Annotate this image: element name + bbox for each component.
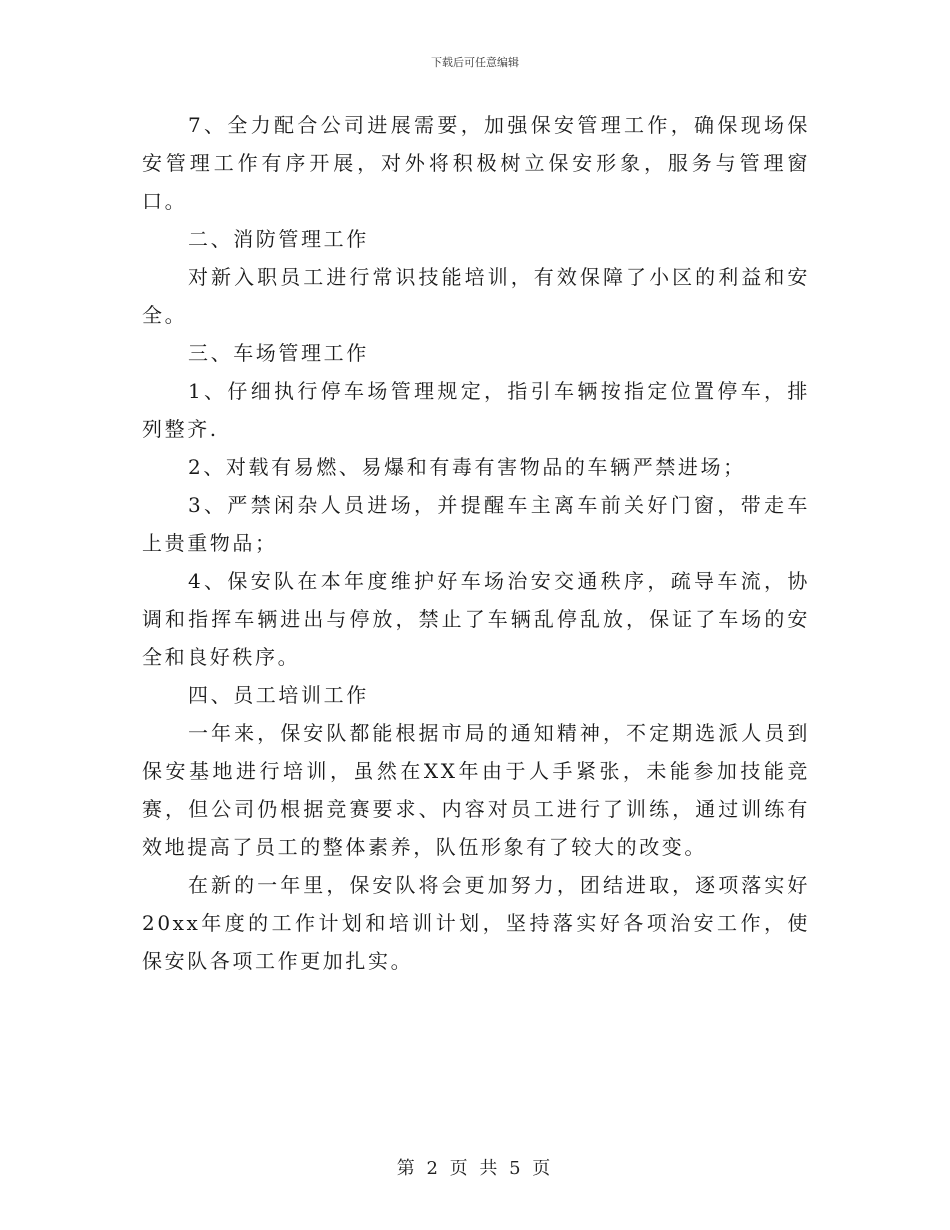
paragraph-parking-1: 1、仔细执行停车场管理规定，指引车辆按指定位置停车，排列整齐.: [142, 379, 810, 441]
paragraph-fire-training: 对新入职员工进行常识技能培训，有效保障了小区的利益和安全。: [142, 265, 810, 327]
paragraph-parking-4: 4、保安队在本年度维护好车场治安交通秩序，疏导车流，协调和指挥车辆进出与停放，禁止了车辆乱停乱放，保证了车场的安全和良好秩序。: [142, 569, 810, 669]
page-footer: 第 2 页 共 5 页: [396, 1158, 554, 1179]
paragraph-training: 一年来，保安队都能根据市局的通知精神，不定期选派人员到保安基地进行培训，虽然在XX年由于人手紧张，未能参加技能竞赛，但公司仍根据竞赛要求、内容对员工进行了训练，通过训练有效地提高了员工的整体素养，队伍形象有了较大的改变。: [142, 721, 810, 859]
section-heading-parking: 三、车场管理工作: [188, 341, 369, 365]
page-header: 下载后可任意编辑: [431, 56, 519, 69]
paragraph-conclusion: 在新的一年里，保安队将会更加努力，团结进取，逐项落实好20xx年度的工作计划和培训计划，坚持落实好各项治安工作，使保安队各项工作更加扎实。: [142, 873, 810, 973]
paragraph-item-7: 7、全力配合公司进展需要，加强保安管理工作，确保现场保安管理工作有序开展，对外将积极树立保安形象，服务与管理窗口。: [142, 113, 810, 213]
paragraph-parking-3: 3、严禁闲杂人员进场，并提醒车主离车前关好门窗，带走车上贵重物品；: [142, 493, 810, 555]
document-body: [142, 106, 810, 980]
paragraph-parking-2: 2、对载有易燃、易爆和有毒有害物品的车辆严禁进场；: [188, 455, 746, 479]
section-heading-training: 四、员工培训工作: [188, 683, 369, 707]
section-heading-fire: 二、消防管理工作: [188, 227, 369, 251]
